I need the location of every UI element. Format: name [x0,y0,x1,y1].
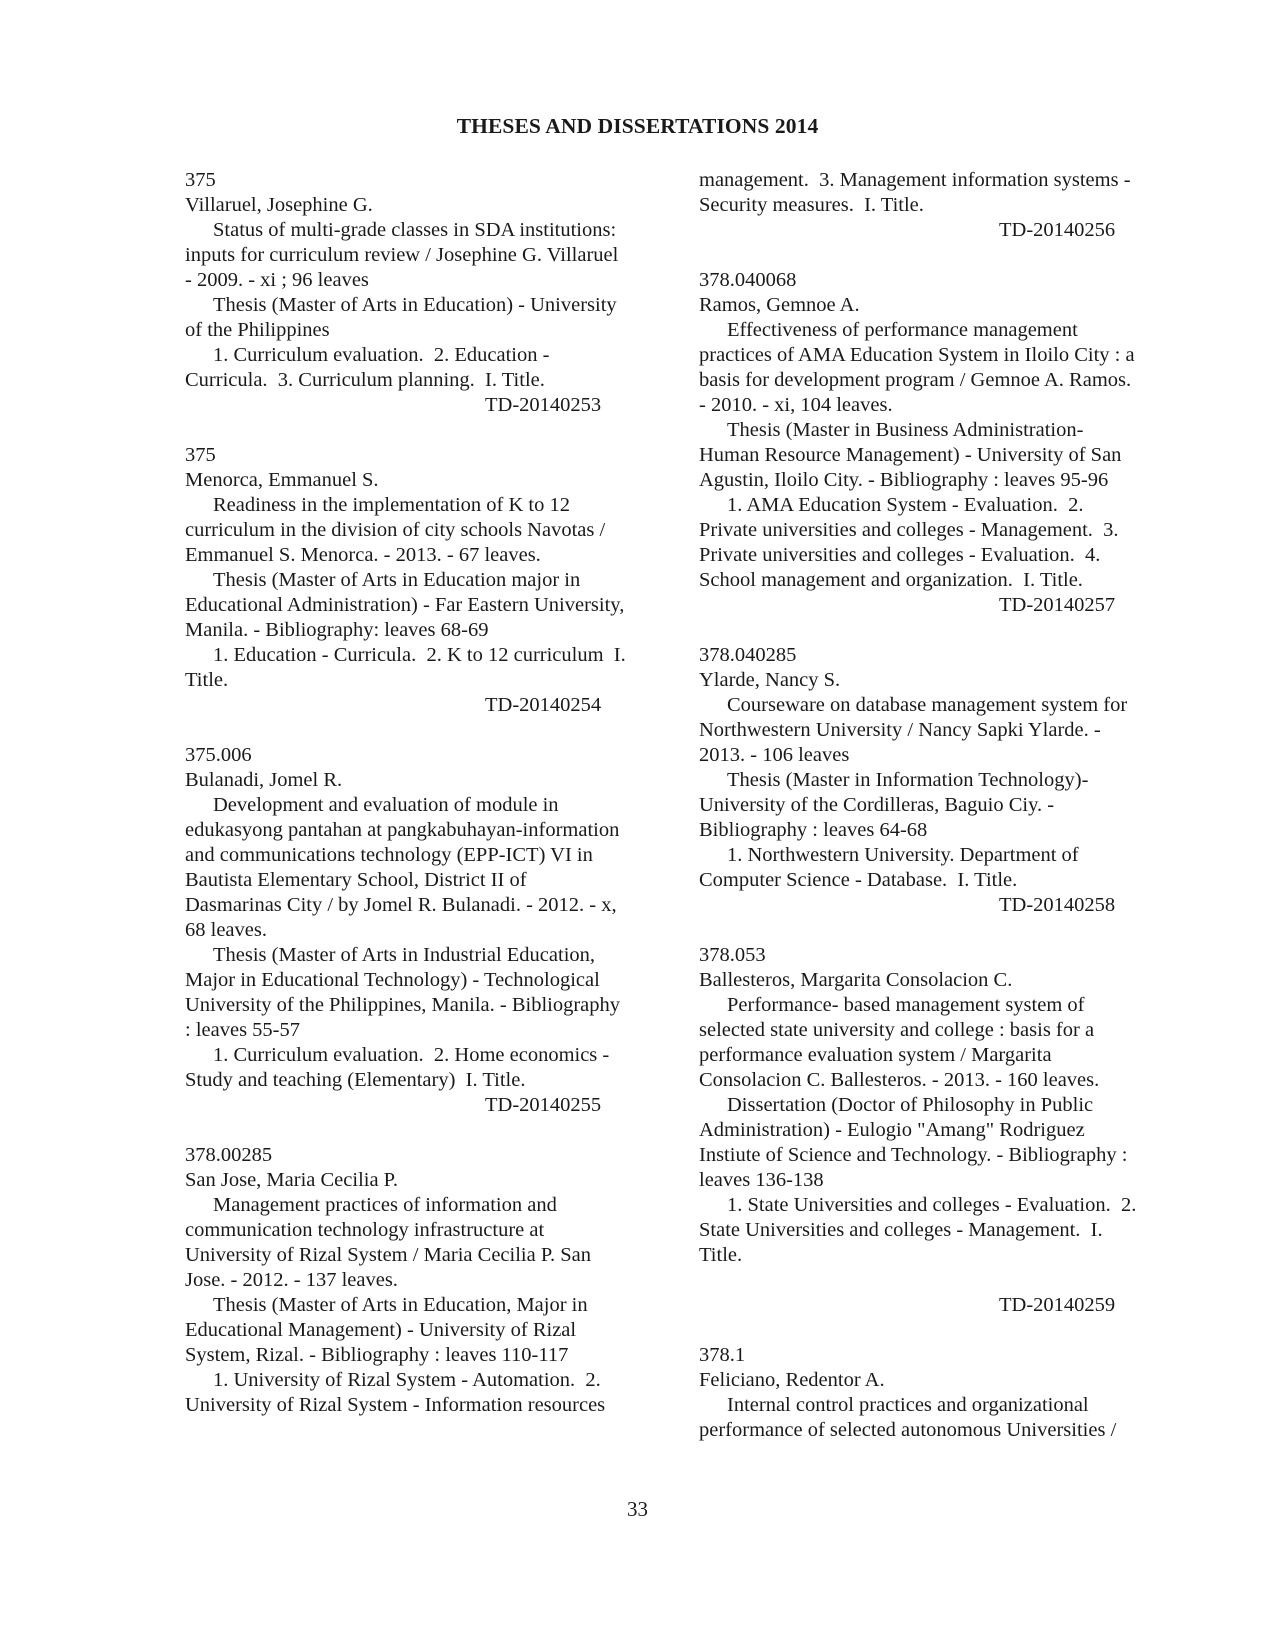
text-line: Private universities and colleges - Evaluation. 4. [699,544,1101,566]
text-line: inputs for curriculum review / Josephine G. Villaruel [185,244,619,266]
spacer [699,618,1184,643]
text-line: University of Rizal System / Maria Cecilia P. San [185,1244,591,1266]
text-line: 375 [185,169,216,191]
text-line: - 2009. - xi ; 96 leaves [185,269,369,291]
text-line: 2013. - 106 leaves [699,744,850,766]
accession-code: TD-20140257 [999,594,1116,616]
text-line: Human Resource Management) - University of San [699,444,1122,466]
text-line: Thesis (Master of Arts in Industrial Education, [213,944,596,966]
text-line: Thesis (Master of Arts in Education major in [213,569,581,591]
text-line: Management practices of information and [213,1194,557,1216]
accession-code: TD-20140258 [999,894,1116,916]
text-line: Study and teaching (Elementary) I. Title. [185,1069,526,1091]
text-line: Private universities and colleges - Management. 3. [699,519,1119,541]
text-line: leaves 136-138 [699,1169,824,1191]
text-line: 378.053 [699,944,766,966]
spacer [185,718,665,743]
accession-code: TD-20140256 [999,219,1116,241]
text-line: Bibliography : leaves 64-68 [699,819,928,841]
text-line: Thesis (Master in Information Technology)- [727,769,1089,791]
text-line: management. 3. Management information systems - [699,169,1131,191]
page-number: 33 [627,1497,648,1521]
text-line: Readiness in the implementation of K to 12 [213,494,570,516]
text-line: Thesis (Master of Arts in Education) - University [213,294,617,316]
text-line: practices of AMA Education System in Iloilo City : a [699,344,1135,366]
text-line: Instiute of Science and Technology. - Bibliography : [699,1144,1128,1166]
text-line: basis for development program / Gemnoe A. Ramos. [699,369,1132,391]
text-line: edukasyong pantahan at pangkabuhayan-information [185,819,620,841]
text-line: communication technology infrastructure at [185,1219,545,1241]
text-line: Effectiveness of performance management [727,319,1078,341]
spacer [699,1268,1184,1293]
text-line: Internal control practices and organizational [727,1394,1089,1416]
text-line: 1. Curriculum evaluation. 2. Home economics - [213,1044,610,1066]
text-line: Villaruel, Josephine G. [185,194,373,216]
spacer [185,1118,665,1143]
accession-code: TD-20140255 [485,1094,602,1116]
text-line: 378.00285 [185,1144,273,1166]
text-line: Ramos, Gemnoe A. [699,294,860,316]
text-line: Manila. - Bibliography: leaves 68-69 [185,619,489,641]
text-line: Thesis (Master of Arts in Education, Major in [213,1294,588,1316]
text-line: 1. Northwestern University. Department of [727,844,1079,866]
text-line: Computer Science - Database. I. Title. [699,869,1018,891]
text-line: 378.1 [699,1344,746,1366]
text-line: Title. [185,669,229,691]
text-line: 1. AMA Education System - Evaluation. 2. [727,494,1084,516]
text-line: 1. State Universities and colleges - Evaluation. 2. [727,1194,1137,1216]
text-line: performance evaluation system / Margarita [699,1044,1052,1066]
text-line: Educational Management) - University of Rizal [185,1319,577,1341]
text-line: School management and organization. I. Title. [699,569,1083,591]
text-line: 375.006 [185,744,252,766]
text-line: 378.040068 [699,269,797,291]
text-line: Dissertation (Doctor of Philosophy in Public [727,1094,1094,1116]
text-line: Feliciano, Redentor A. [699,1369,885,1391]
text-line: San Jose, Maria Cecilia P. [185,1169,398,1191]
text-line: curriculum in the division of city schools Navotas / [185,519,606,541]
text-line: Development and evaluation of module in [213,794,559,816]
spacer [699,918,1184,943]
text-line: Agustin, Iloilo City. - Bibliography : leaves 95-96 [699,469,1109,491]
text-line: Jose. - 2012. - 137 leaves. [185,1269,398,1291]
text-line: University of Rizal System - Information resources [185,1394,606,1416]
text-line: System, Rizal. - Bibliography : leaves 110-117 [185,1344,569,1366]
text-line: Consolacion C. Ballesteros. - 2013. - 160 leaves. [699,1069,1100,1091]
text-line: Curricula. 3. Curriculum planning. I. Title. [185,369,545,391]
text-line: - 2010. - xi, 104 leaves. [699,394,893,416]
text-line: Performance- based management system of [727,994,1085,1016]
text-line: Ballesteros, Margarita Consolacion C. [699,969,1013,991]
text-line: Educational Administration) - Far Eastern University, [185,594,625,616]
text-line: 378.040285 [699,644,797,666]
text-line: Status of multi-grade classes in SDA institutions: [213,219,617,241]
text-line: Menorca, Emmanuel S. [185,469,379,491]
text-line: State Universities and colleges - Management. I. [699,1219,1103,1241]
accession-code: TD-20140254 [485,694,602,716]
accession-code: TD-20140259 [999,1294,1116,1316]
text-line: Major in Educational Technology) - Technological [185,969,600,991]
right-column [699,168,1184,1443]
text-line: : leaves 55-57 [185,1019,300,1041]
text-line: University of the Cordilleras, Baguio Ciy. - [699,794,1055,816]
text-line: Courseware on database management system for [727,694,1128,716]
spacer [699,243,1184,268]
text-line: of the Philippines [185,319,330,341]
text-line: performance of selected autonomous Universities / [699,1419,1117,1441]
text-line: 1. Education - Curricula. 2. K to 12 curriculum I. [213,644,626,666]
text-line: Title. [699,1244,743,1266]
page-title: THESES AND DISSERTATIONS 2014 [456,114,819,138]
text-line: 68 leaves. [185,919,267,941]
text-line: Bulanadi, Jomel R. [185,769,343,791]
text-line: and communications technology (EPP-ICT) VI in [185,844,593,866]
left-column [185,168,665,1418]
text-line: Ylarde, Nancy S. [699,669,841,691]
spacer [185,418,665,443]
text-line: 1. Curriculum evaluation. 2. Education - [213,344,550,366]
text-line: Administration) - Eulogio "Amang" Rodriguez [699,1119,1085,1141]
text-line: 375 [185,444,216,466]
text-line: University of the Philippines, Manila. - Bibliography [185,994,621,1016]
text-line: Northwestern University / Nancy Sapki Ylarde. - [699,719,1101,741]
text-line: selected state university and college : basis for a [699,1019,1095,1041]
accession-code: TD-20140253 [485,394,602,416]
text-line: Thesis (Master in Business Administration- [727,419,1084,441]
text-line: Bautista Elementary School, District II of [185,869,527,891]
text-line: Dasmarinas City / by Jomel R. Bulanadi. - 2012. - x, [185,894,617,916]
text-line: Emmanuel S. Menorca. - 2013. - 67 leaves. [185,544,541,566]
text-line: 1. University of Rizal System - Automation. 2. [213,1369,601,1391]
spacer [699,1318,1184,1343]
text-line: Security measures. I. Title. [699,194,924,216]
